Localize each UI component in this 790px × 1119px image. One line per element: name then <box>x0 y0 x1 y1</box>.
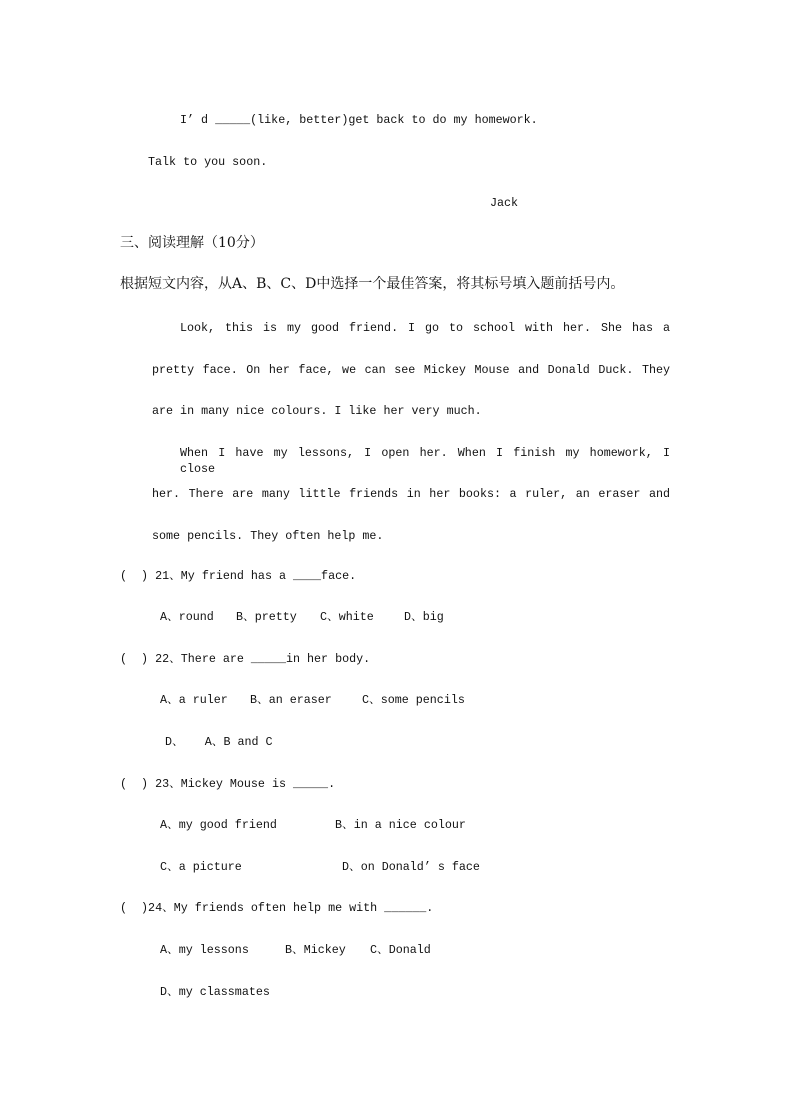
letter-sign-off: Talk to you soon. <box>148 155 268 169</box>
answer-option: B、Mickey <box>285 943 346 957</box>
passage-line: are in many nice colours. I like her very much. <box>152 404 482 418</box>
passage-line: When I have my lessons, I open her. When I finish my homework, I close <box>180 446 670 476</box>
passage-line: her. There are many little friends in her books: a ruler, an eraser and <box>152 487 670 501</box>
answer-option: D、on Donald’ s face <box>342 860 480 874</box>
answer-option: B、in a nice colour <box>335 818 466 832</box>
section-instruction: 根据短文内容，从A、B、C、D中选择一个最佳答案，将其标号填入题前括号内。 <box>120 276 625 292</box>
answer-option: A、my lessons <box>160 943 249 957</box>
question-stem-22: ( ) 22、There are _____in her body. <box>120 652 371 666</box>
answer-option: A、my good friend <box>160 818 277 832</box>
question-stem-23: ( ) 23、Mickey Mouse is _____. <box>120 777 336 791</box>
answer-option: A、a ruler <box>160 693 228 707</box>
answer-option: C、white <box>320 610 374 624</box>
answer-option: D、my classmates <box>160 985 270 999</box>
section-heading: 三、阅读理解（10分） <box>120 235 264 251</box>
answer-option: A、round <box>160 610 214 624</box>
answer-option: D、 A、B and C <box>165 735 273 749</box>
question-stem-24: ( )24、My friends often help me with ______. <box>120 901 434 915</box>
answer-option: C、a picture <box>160 860 242 874</box>
question-stem-21: ( ) 21、My friend has a ____face. <box>120 569 357 583</box>
letter-closing-line: I’ d _____(like, better)get back to do my homework. <box>180 113 538 127</box>
answer-option: D、big <box>404 610 444 624</box>
answer-option: C、some pencils <box>362 693 465 707</box>
answer-option: B、an eraser <box>250 693 332 707</box>
answer-option: B、pretty <box>236 610 297 624</box>
answer-option: C、Donald <box>370 943 431 957</box>
passage-line: pretty face. On her face, we can see Mickey Mouse and Donald Duck. They <box>152 363 670 377</box>
passage-line: some pencils. They often help me. <box>152 529 384 543</box>
letter-signature: Jack <box>490 196 519 210</box>
passage-line: Look, this is my good friend. I go to school with her. She has a <box>180 321 670 335</box>
